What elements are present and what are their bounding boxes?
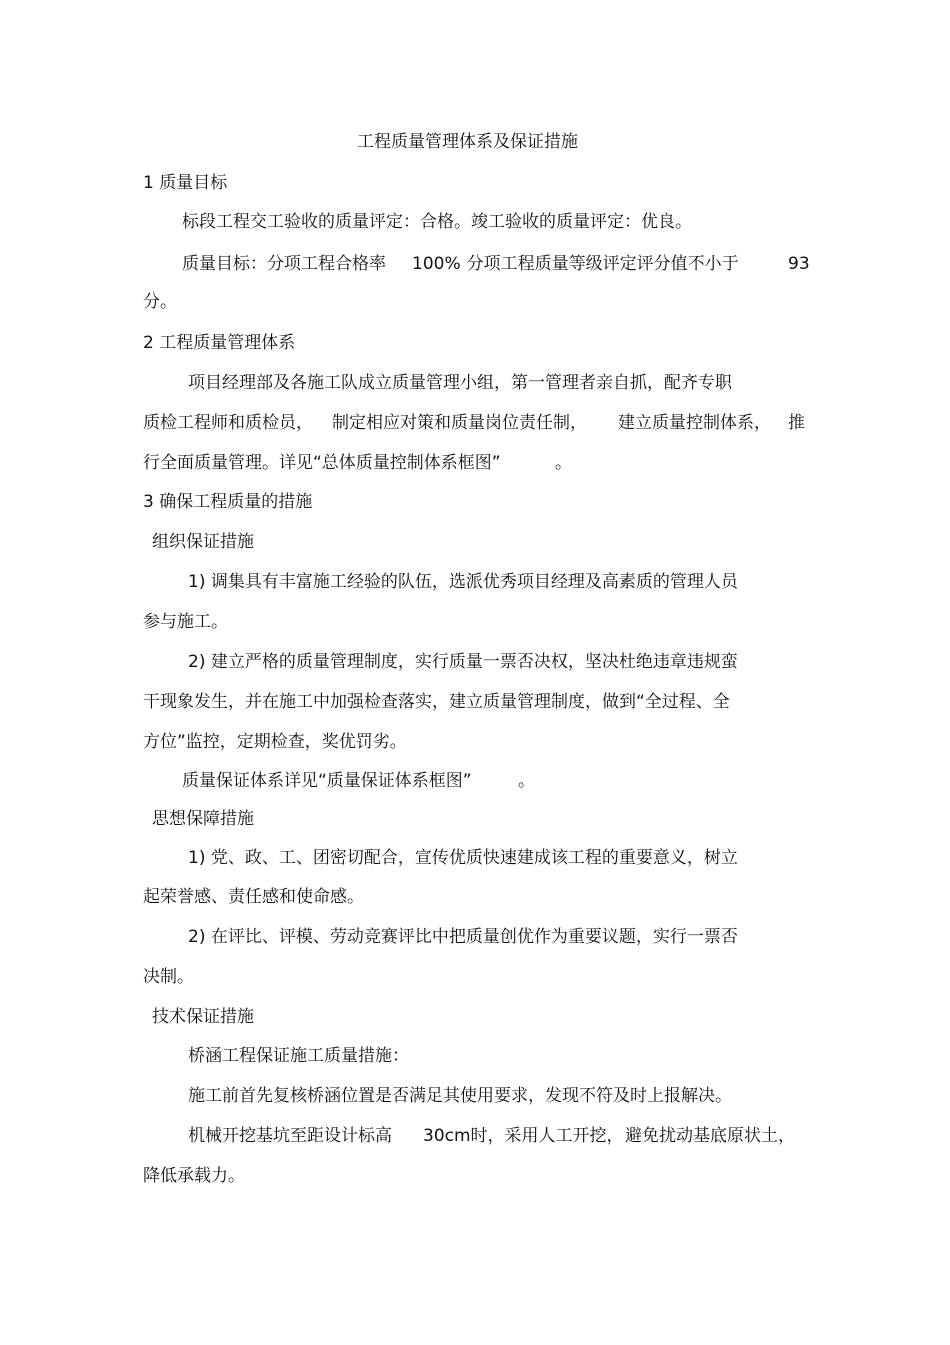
tech-paragraph-1: 桥涵工程保证施工质量措施： [188,1046,409,1066]
quality-target-text [182,253,739,275]
section-2-line-2b: 制定相应对策和质量岗位责任制， [332,413,587,433]
section-2-line-3: 行全面质量管理。详见“总体质量控制体系框图” [143,453,501,473]
org-measures-heading: 组织保证措施 [152,532,254,552]
tech-paragraph-3-part-3: 避免扰动基底原状土， [625,1126,795,1146]
section-2-line-2d: 推 [788,413,805,433]
tech-paragraph-3-part-1: 机械开挖基坑至距设计标高 [188,1126,392,1146]
thought-measures-heading: 思想保障措施 [152,809,254,829]
org-note: 质量保证体系详见“质量保证体系框图” [182,771,472,791]
org-item-2-line-2: 干现象发生，并在施工中加强检查落实，建立质量管理制度，做到“全过程、全 [143,692,730,712]
section-2-line-1: 项目经理部及各施工队成立质量管理小组，第一管理者亲自抓，配齐专职 [188,373,732,393]
org-item-2-line-1: 2) 建立严格的质量管理制度，实行质量一票否决权，坚决杜绝违章违规蛮 [188,652,738,672]
section-2-line-2a: 质检工程师和质检员， [143,413,313,433]
org-item-2-line-3: 方位”监控，定期检查，奖优罚劣。 [143,732,407,752]
document-title: 工程质量管理体系及保证措施 [357,132,578,152]
thought-item-1-line-2: 起荣誉感、责任感和使命感。 [143,887,364,907]
section-2-heading: 2 工程质量管理体系 [143,333,296,353]
section-3-heading: 3 确保工程质量的措施 [143,492,313,512]
org-note-end: 。 [518,771,535,791]
quality-target-rest: 分项工程质量等级评定评分值不小于 [466,254,739,274]
tech-paragraph-2: 施工前首先复核桥涵位置是否满足其使用要求，发现不符及时上报解决。 [188,1086,732,1106]
section-1-heading: 1 质量目标 [143,173,228,193]
section-2-line-2c: 建立质量控制体系， [618,413,771,433]
min-score-value: 93 [788,254,810,274]
tech-paragraph-3-end: 降低承载力。 [143,1166,245,1186]
org-item-1-line-1: 1) 调集具有丰富施工经验的队伍，选派优秀项目经理及高素质的管理人员 [188,572,738,592]
org-item-1-line-2: 参与施工。 [143,612,228,632]
thought-item-1-line-1: 1) 党、政、工、团密切配合，宣传优质快速建成该工程的重要意义，树立 [188,848,738,868]
tech-paragraph-3-part-2: 30cm时，采用人工开挖， [423,1126,624,1146]
pass-rate-value: 100% [412,254,461,274]
quality-target-label: 质量目标：分项工程合格率 [182,254,386,274]
section-1-paragraph-1: 标段工程交工验收的质量评定：合格。竣工验收的质量评定：优良。 [182,212,692,232]
thought-item-2-line-2: 决制。 [143,967,194,987]
thought-item-2-line-1: 2) 在评比、评模、劳动竞赛评比中把质量创优作为重要议题，实行一票否 [188,927,738,947]
tech-measures-heading: 技术保证措施 [152,1007,254,1027]
section-2-line-3-end: 。 [555,453,572,473]
quality-target-end: 分。 [143,292,177,312]
